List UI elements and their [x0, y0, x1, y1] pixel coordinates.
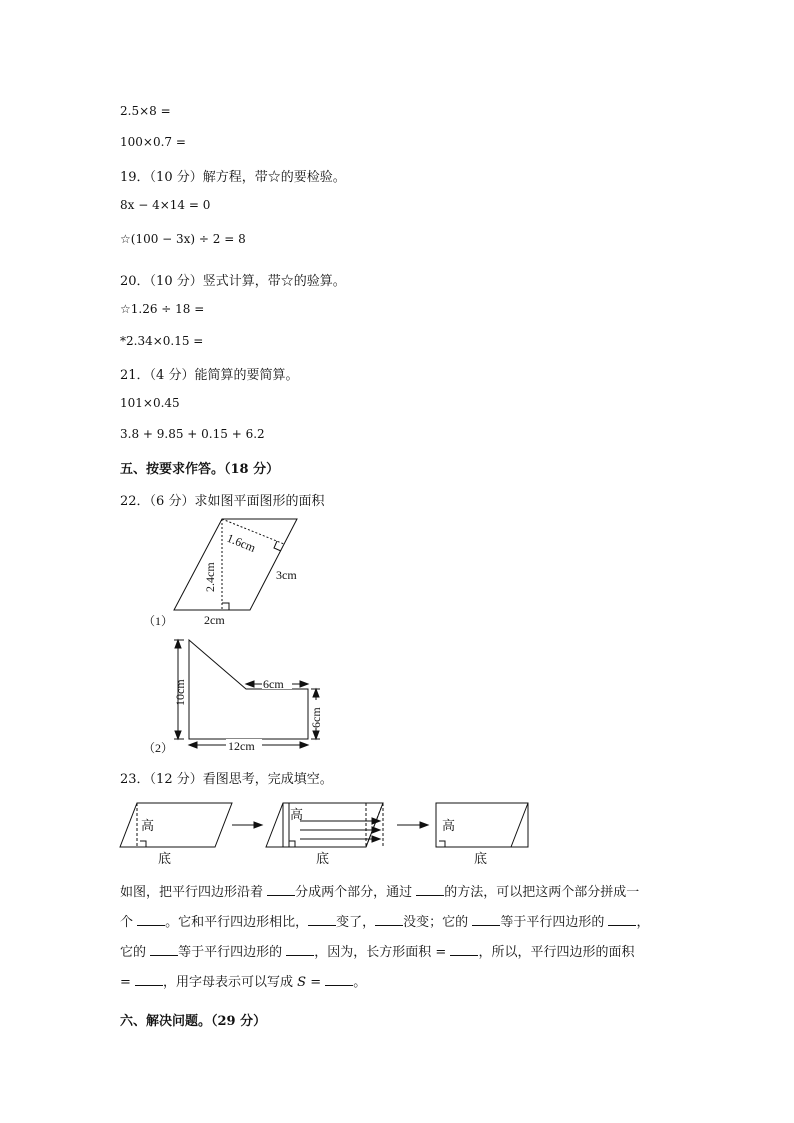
blank-changed[interactable] — [308, 911, 336, 926]
height-text-1: 高 — [141, 818, 155, 833]
calc-21b: 3.8 + 9.85 + 0.15 + 6.2 — [120, 427, 265, 441]
base-text-1: 底 — [158, 851, 172, 866]
base-label: 2cm — [204, 613, 225, 627]
blank-formula[interactable] — [325, 971, 353, 986]
composite-figure — [174, 640, 320, 748]
figure-2-label: （2） — [143, 741, 174, 755]
expr-2-5x8: 2.5×8 = — [120, 104, 171, 118]
calc-20b: *2.34×0.15 = — [120, 334, 204, 348]
height-text-2: 高 — [290, 807, 304, 822]
equation-19a: 8x − 4×14 = 0 — [120, 198, 211, 212]
transform-diagram — [120, 803, 528, 847]
question-20: 20．（10 分）竖式计算，带☆的验算。 — [120, 274, 346, 289]
figure-1-label: （1） — [143, 614, 174, 628]
section-5-heading: 五、按要求作答。（18 分） — [120, 462, 280, 477]
bottom-length-label: 12cm — [228, 739, 255, 753]
base-text-2: 底 — [316, 851, 330, 866]
top-length-label: 6cm — [263, 677, 284, 691]
question-22: 22．（6 分）求如图平面图形的面积 — [120, 494, 325, 509]
blank-para-area[interactable] — [135, 971, 163, 986]
side-label: 3cm — [276, 568, 297, 582]
left-length-label: 10cm — [173, 679, 187, 706]
blank-rect-part-1[interactable] — [472, 911, 500, 926]
blank-unchanged[interactable] — [375, 911, 403, 926]
calc-20a: ☆1.26 ÷ 18 = — [120, 302, 205, 316]
slant-height-label: 1.6cm — [224, 530, 258, 555]
question-23: 23．（12 分）看图思考，完成填空。 — [120, 772, 333, 787]
blank-cut-line[interactable] — [267, 881, 295, 896]
equation-19b: ☆(100 − 3x) ÷ 2 = 8 — [120, 232, 246, 246]
question-19: 19．（10 分）解方程，带☆的要检验。 — [120, 170, 346, 185]
blank-para-part-1[interactable] — [608, 911, 636, 926]
expr-100x0-7: 100×0.7 = — [120, 135, 186, 149]
height-label: 2.4cm — [203, 562, 217, 592]
base-text-3: 底 — [474, 851, 488, 866]
height-text-3: 高 — [442, 818, 456, 833]
fill-in-paragraph: 如图，把平行四边形沿着 分成两个部分，通过 的方法，可以把这两个部分拼成一 个 。它和平行四边形相比， 变了， 没变；它的 等于平行四边形的 ， 它的 等于平行四边形的 ，因为，长方形面积 = ，所以，平行四边形的面积 = ，用字母表示可以写成 S = 。 — [120, 878, 680, 998]
blank-shape[interactable] — [137, 911, 165, 926]
question-21: 21．（4 分）能简算的要简算。 — [120, 368, 299, 383]
right-length-label: 6cm — [309, 707, 323, 728]
blank-rect-part-2[interactable] — [150, 941, 178, 956]
blank-method[interactable] — [416, 881, 444, 896]
calc-21a: 101×0.45 — [120, 396, 180, 410]
blank-para-part-2[interactable] — [286, 941, 314, 956]
section-6-heading: 六、解决问题。（29 分） — [120, 1014, 267, 1029]
blank-rect-area[interactable] — [450, 941, 478, 956]
